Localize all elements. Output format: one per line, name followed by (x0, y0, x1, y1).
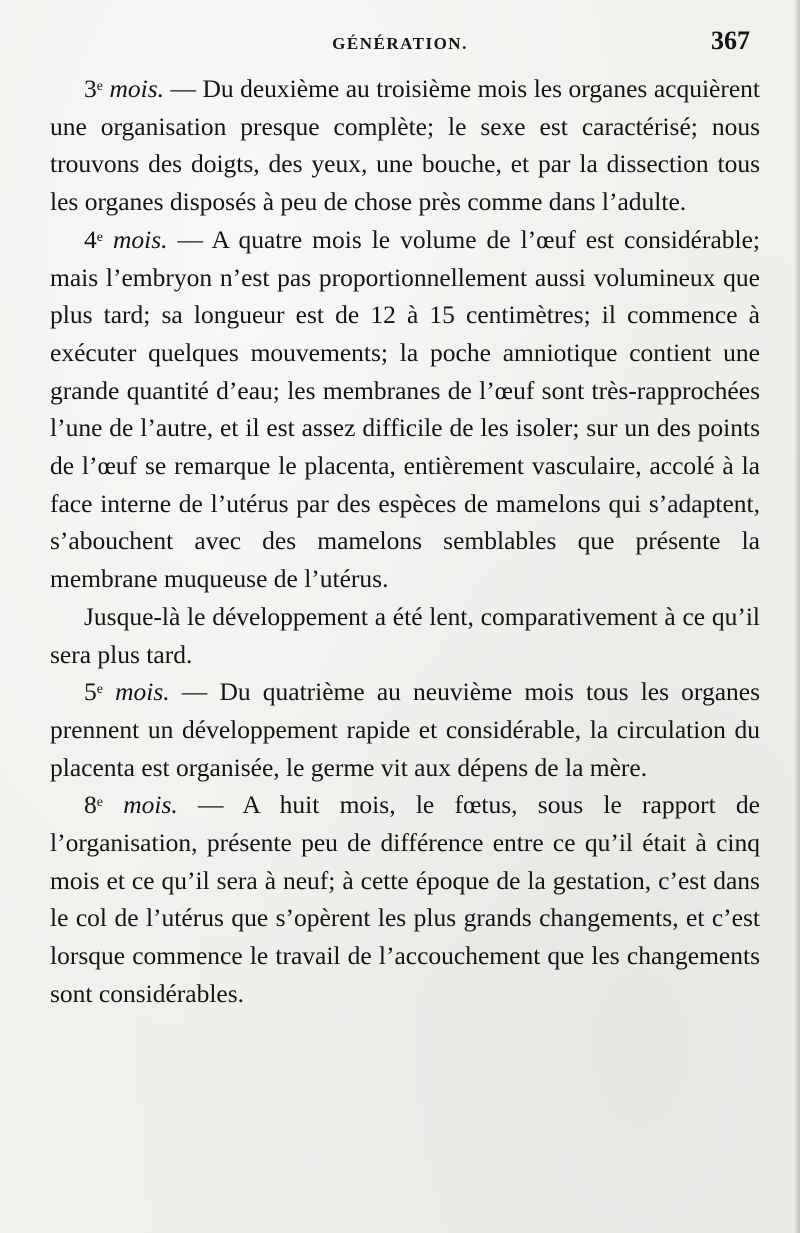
month-word: mois. (109, 74, 165, 103)
paragraph-third-month (50, 70, 760, 221)
paragraph-text: — Du deuxième au troisième mois les organes acquièrent une organisation presque complète; le sexe est caractérisé; nous trouvons des doigts, des yeux, une bouche, et par la dissection tous les organes disposés à peu de chose près comme dans l’adulte. (50, 74, 760, 217)
month-number: 4 (84, 224, 97, 254)
paragraph-fourth-month (50, 221, 760, 598)
month-number: 3 (84, 74, 97, 103)
month-label (84, 74, 164, 103)
month-label (84, 677, 170, 706)
month-label (84, 225, 168, 254)
month-label (84, 790, 178, 819)
page-number: 367 (711, 26, 750, 55)
paragraph-text: — A huit mois, le fœtus, sous le rapport de l’organisation, présente peu de différence entre ce qu’il était à cinq mois et ce qu’il sera à neuf; à cette époque de la gestation, c’est dans le col de l’utérus que s’opèrent les plus grands changements, et c’est lorsque commence le travail de l’accouchement que les changements sont considérables. (50, 790, 761, 1008)
ordinal-suffix: e (96, 229, 103, 245)
paragraph-text: — Du quatrième au neuvième mois tous les organes prennent un développement rapide et considérable, la circulation du placenta est organisée, le germe vit aux dépens de la mère. (50, 677, 760, 782)
paragraph-jusque-la (50, 598, 760, 673)
paragraph-eighth-month (50, 786, 760, 1012)
month-word: mois. (112, 224, 168, 254)
paragraph-text: — A quatre mois le volume de l’œuf est considérable; mais l’embryon n’est pas proportionnellement aussi volumineux que plus tard; sa longueur est de 12 à 15 centimètres; il commence à exécuter quelques mouvements; la poche amniotique contient une grande quantité d’eau; les membranes de l’œuf sont très-rapprochées l’une de l’autre, et il est assez difficile de les isoler; sur un des points de l’œuf se remarque le placenta, entièrement vasculaire, accolé à la face interne de l’utérus par des espèces de mamelons qui s’adaptent, s’abouchent avec des mamelons semblables que présente la membrane muqueuse de l’utérus. (50, 224, 760, 594)
running-head: GÉNÉRATION. (332, 34, 468, 53)
ordinal-suffix: e (96, 682, 103, 698)
month-number: 5 (84, 677, 97, 707)
paragraph-fifth-month (50, 673, 760, 786)
page-edge-shadow (794, 0, 800, 1233)
month-word: mois. (123, 790, 178, 820)
month-number: 8 (84, 790, 97, 820)
paragraph-text: Jusque-là le développement a été lent, comparativement à ce qu’il sera plus tard. (50, 601, 760, 669)
ordinal-suffix: e (96, 795, 103, 811)
month-word: mois. (115, 677, 170, 707)
page-header (50, 22, 750, 62)
ordinal-suffix: e (96, 79, 103, 94)
body-text (50, 70, 760, 1013)
